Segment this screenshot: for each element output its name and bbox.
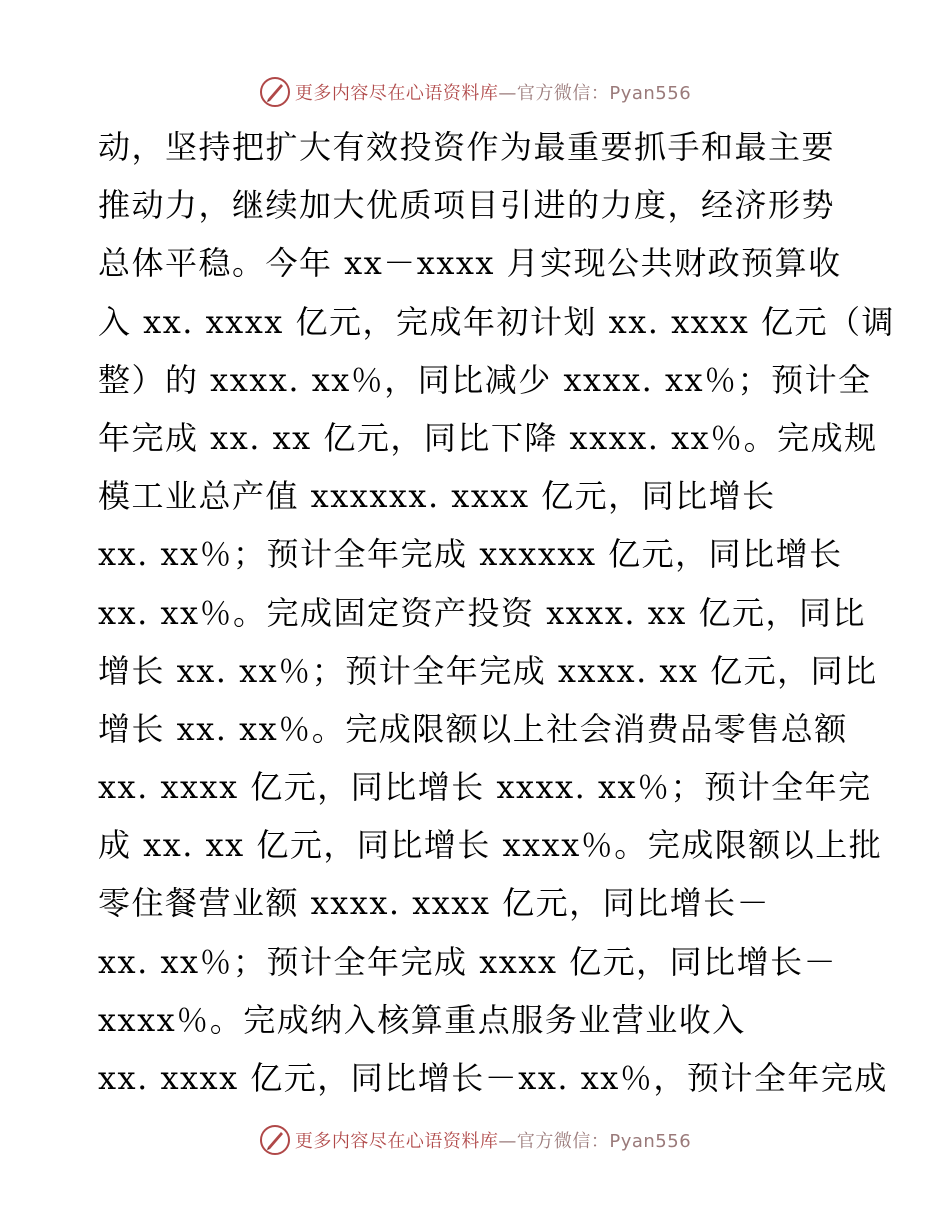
body-line: 模工业总产值 xxxxxx. xxxx 亿元，同比增长 bbox=[98, 477, 776, 516]
quill-logo-icon bbox=[259, 1124, 291, 1156]
body-line: 增长 xx. xx％；预计全年完成 xxxx. xx 亿元，同比 bbox=[98, 651, 878, 690]
quill-logo-icon bbox=[259, 76, 291, 108]
body-line: xx. xxxx 亿元，同比增长 xxxx. xx％；预计全年完 bbox=[98, 768, 872, 807]
body-line: xxxx％。完成纳入核算重点服务业营业收入 bbox=[98, 1000, 746, 1039]
header-banner-text bbox=[295, 79, 691, 105]
body-line: 入 xx. xxxx 亿元，完成年初计划 xx. xxxx 亿元（调 bbox=[98, 302, 895, 341]
header-banner-main: 更多内容尽在心语资料库 bbox=[294, 83, 499, 104]
header-banner-contact: 官方微信：Pyan556 bbox=[516, 83, 692, 104]
body-line: 推动力，继续加大优质项目引进的力度，经济形势 bbox=[98, 186, 836, 225]
footer-banner-text bbox=[295, 1127, 691, 1153]
header-banner-dash: — bbox=[498, 83, 517, 104]
body-line: xx. xx％；预计全年完成 xxxxxx 亿元，同比增长 bbox=[98, 535, 843, 574]
body-line: 年完成 xx. xx 亿元，同比下降 xxxx. xx％。完成规 bbox=[98, 418, 878, 457]
body-line: xx. xxxx 亿元，同比增长－xx. xx％，预计全年完成 bbox=[98, 1059, 888, 1097]
body-line: 零住餐营业额 xxxx. xxxx 亿元，同比增长－ bbox=[98, 884, 771, 923]
body-line: 总体平稳。今年 xx－xxxx 月实现公共财政预算收 bbox=[98, 244, 842, 283]
footer-banner-contact: 官方微信：Pyan556 bbox=[516, 1131, 692, 1152]
body-line: 成 xx. xx 亿元，同比增长 xxxx％。完成限额以上批 bbox=[98, 826, 883, 865]
document-body bbox=[98, 118, 895, 1107]
body-line: 动，坚持把扩大有效投资作为最重要抓手和最主要 bbox=[98, 128, 836, 166]
body-line: 整）的 xxxx. xx％，同比减少 xxxx. xx％；预计全 bbox=[98, 360, 872, 399]
header-banner bbox=[0, 72, 950, 112]
footer-banner-dash: — bbox=[498, 1131, 517, 1152]
footer-banner-main: 更多内容尽在心语资料库 bbox=[294, 1131, 499, 1152]
body-line: xx. xx％。完成固定资产投资 xxxx. xx 亿元，同比 bbox=[98, 593, 867, 632]
body-line: xx. xx％；预计全年完成 xxxx 亿元，同比增长－ bbox=[98, 942, 838, 981]
footer-banner bbox=[0, 1120, 950, 1160]
body-line: 增长 xx. xx％。完成限额以上社会消费品零售总额 bbox=[98, 709, 848, 748]
